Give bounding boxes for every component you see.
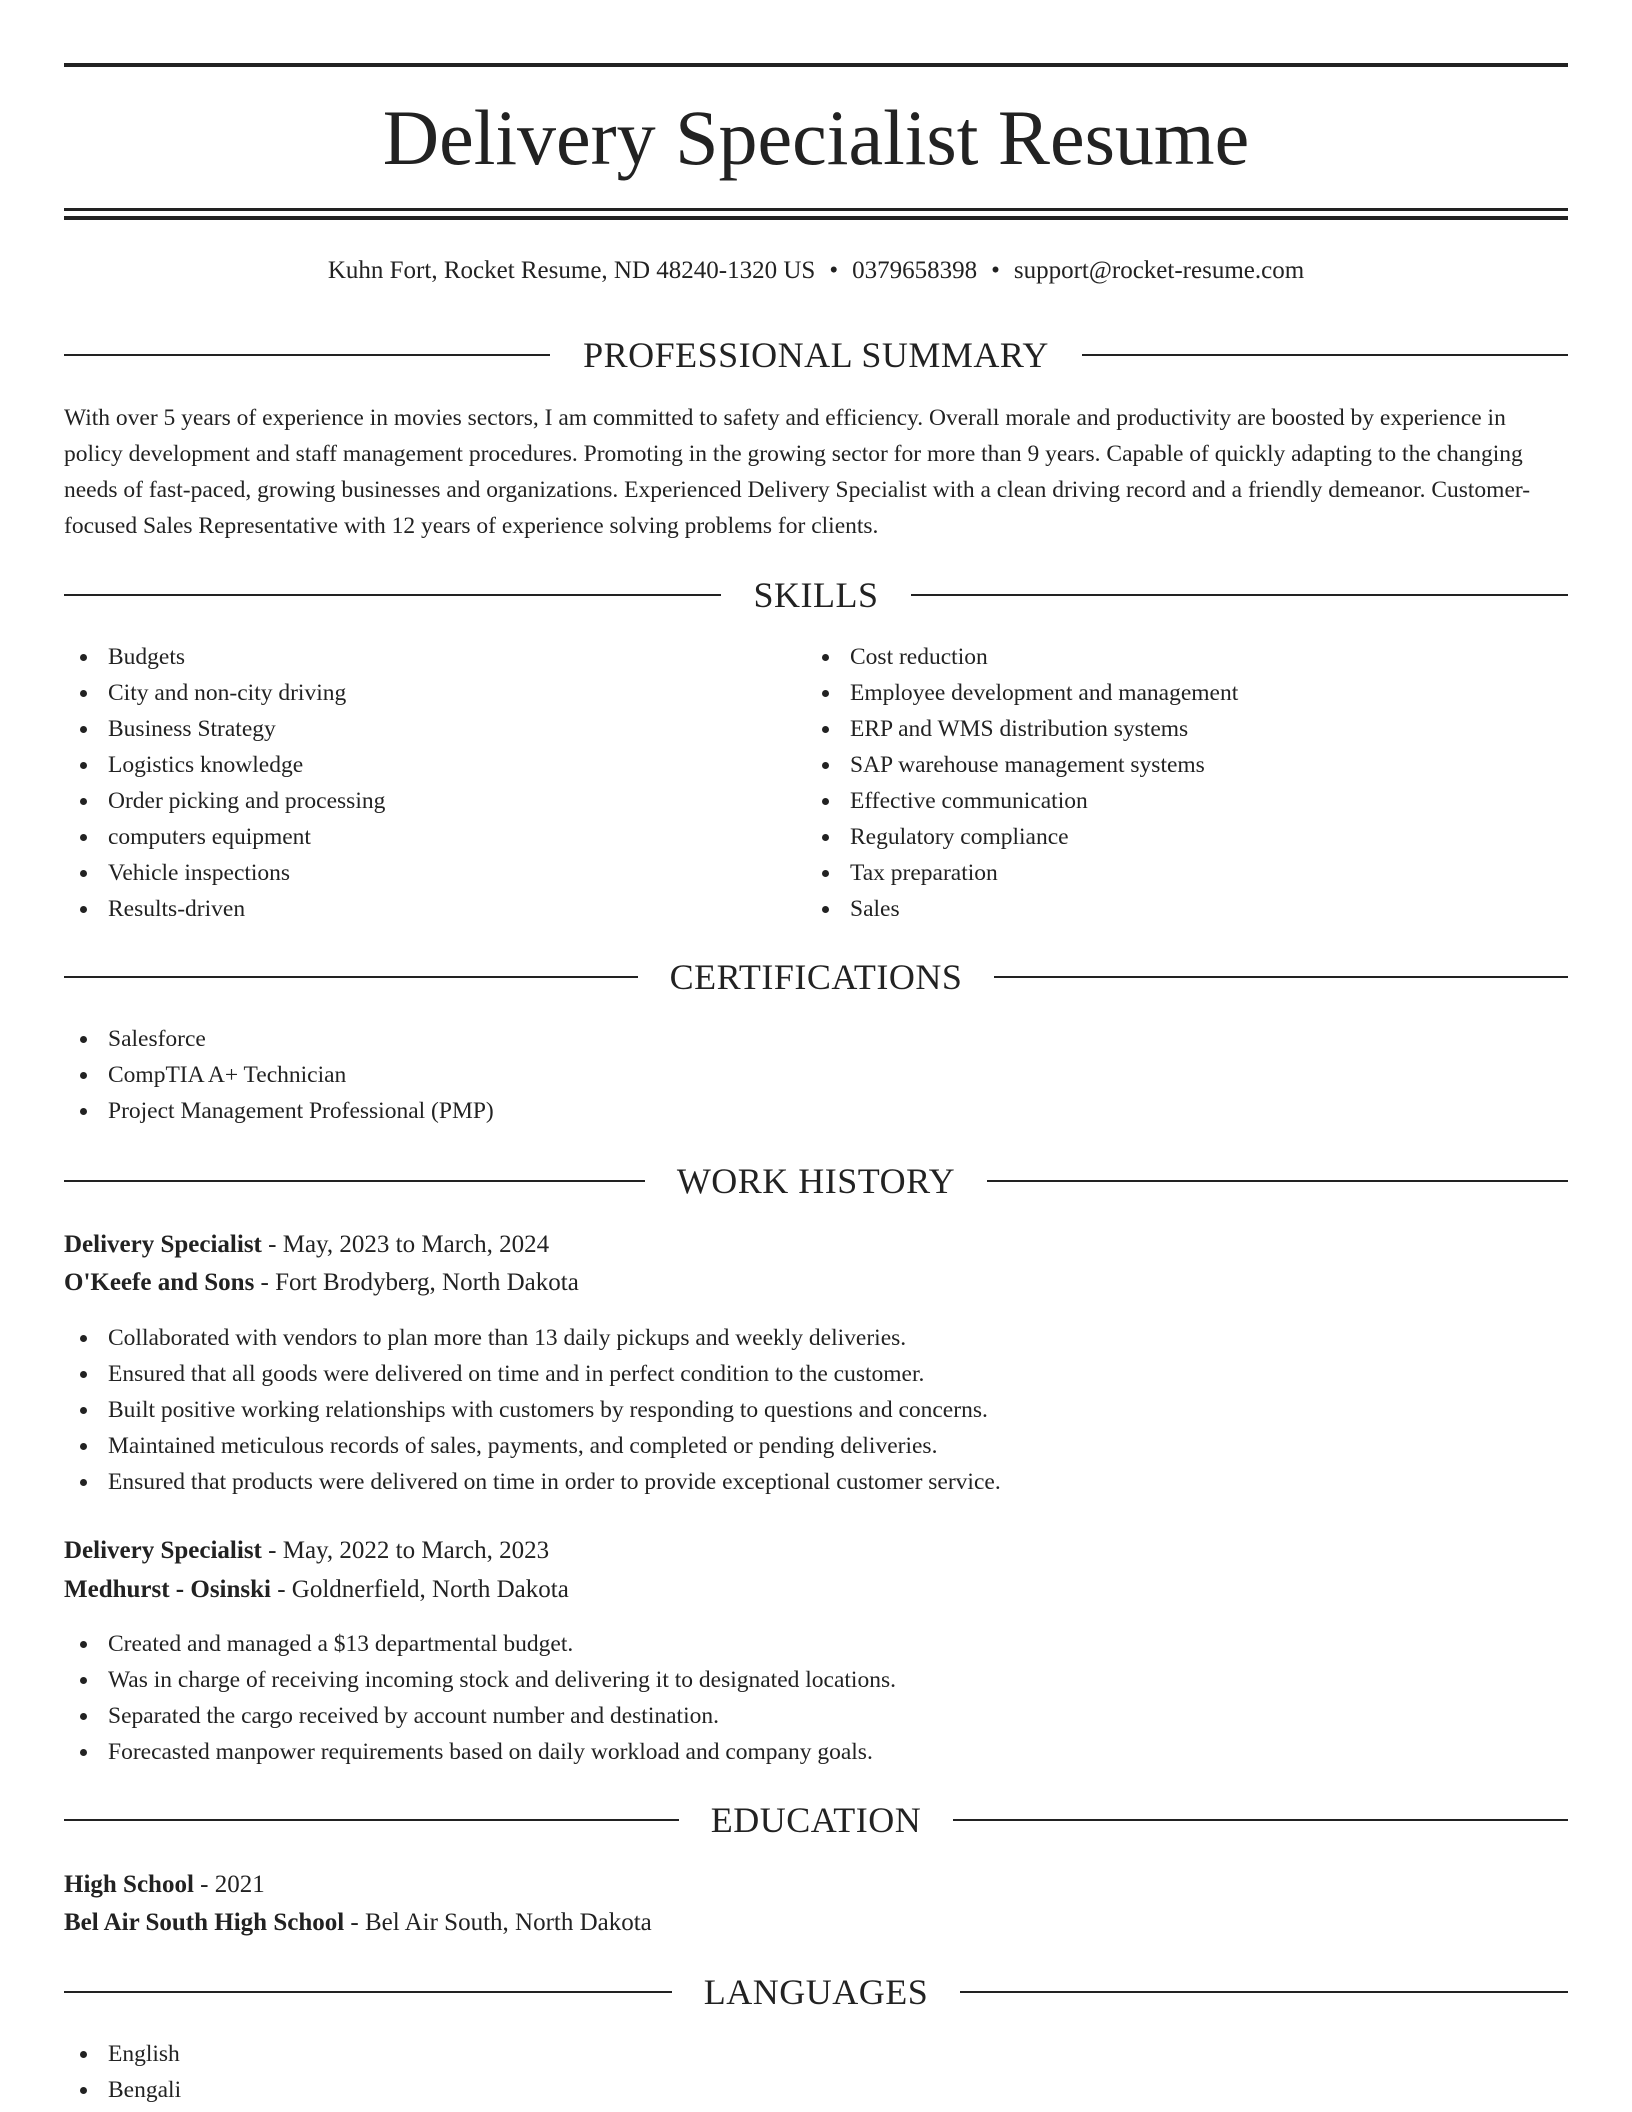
- list-item: Collaborated with vendors to plan more than 13 daily pickups and weekly deliveries.: [64, 1320, 1001, 1356]
- education-year: - 2021: [193, 1871, 265, 1898]
- list-item: Was in charge of receiving incoming stock and delivering it to designated locations.: [64, 1662, 896, 1698]
- list-item: Cost reduction: [806, 639, 1238, 675]
- section-title: LANGUAGES: [672, 1972, 961, 2012]
- list-item: Business Strategy: [64, 711, 385, 747]
- list-item: Effective communication: [806, 783, 1238, 819]
- company-location: - Goldnerfield, North Dakota: [270, 1576, 569, 1603]
- company-name: O'Keefe and Sons: [64, 1269, 255, 1296]
- job-dates: - May, 2022 to March, 2023: [261, 1537, 550, 1564]
- contact-email: support@rocket-resume.com: [1013, 257, 1305, 284]
- education-degree-line: [64, 1867, 265, 1903]
- list-item: Forecasted manpower requirements based on daily workload and company goals.: [64, 1734, 896, 1770]
- job-bullets: [64, 1626, 896, 1770]
- list-item: Employee development and management: [806, 675, 1238, 711]
- education-school-line: [64, 1905, 652, 1941]
- section-title: WORK HISTORY: [645, 1161, 987, 1201]
- list-item: Bengali: [64, 2072, 181, 2108]
- section-title: CERTIFICATIONS: [638, 957, 995, 997]
- title-double-rule: [64, 208, 1568, 220]
- list-item: Ensured that all goods were delivered on time and in perfect condition to the customer.: [64, 1356, 1001, 1392]
- school-name: Bel Air South High School: [64, 1909, 345, 1936]
- job-company-line: [64, 1265, 579, 1301]
- top-rule: [64, 63, 1568, 67]
- section-title: PROFESSIONAL SUMMARY: [551, 335, 1081, 375]
- job-title: Delivery Specialist: [64, 1231, 262, 1258]
- section-heading-education: [64, 1798, 1568, 1842]
- skills-list-right: [806, 639, 1238, 927]
- contact-line: [64, 256, 1568, 286]
- list-item: Ensured that products were delivered on time in order to provide exceptional customer service.: [64, 1464, 1001, 1500]
- contact-separator: •: [991, 257, 1000, 284]
- list-item: City and non-city driving: [64, 675, 385, 711]
- list-item: Results-driven: [64, 891, 385, 927]
- resume-page: [64, 0, 1568, 2112]
- list-item: Project Management Professional (PMP): [64, 1093, 494, 1129]
- contact-phone: 0379658398: [852, 257, 978, 284]
- contact-separator: •: [829, 257, 839, 284]
- list-item: Maintained meticulous records of sales, payments, and completed or pending deliveries.: [64, 1428, 1001, 1464]
- job-title: Delivery Specialist: [64, 1537, 262, 1564]
- list-item: SAP warehouse management systems: [806, 747, 1238, 783]
- list-item: Salesforce: [64, 1021, 494, 1057]
- section-heading-languages: [64, 1970, 1568, 2014]
- job-title-line: [64, 1533, 549, 1569]
- section-heading-work-history: [64, 1159, 1568, 1203]
- section-heading-summary: [64, 333, 1568, 377]
- job-company-line: [64, 1572, 569, 1608]
- list-item: Regulatory compliance: [806, 819, 1238, 855]
- list-item: English: [64, 2036, 181, 2072]
- education-degree: High School: [64, 1871, 194, 1898]
- resume-title: Delivery Specialist Resume: [382, 94, 1250, 181]
- summary-text: With over 5 years of experience in movies sectors, I am committed to safety and efficiency. Overall morale and productivity are boosted by experience in policy development and staff management procedures. Promoting in the growing sector for more than 9 years. Capable of quickly adapting to the changing needs of fast-paced, growing businesses and organizations. Experienced Delivery Specialist with a clean driving record and a friendly demeanor. Customer-focused Sales Representative with 12 years of experience solving problems for clients.: [64, 405, 1531, 539]
- list-item: Created and managed a $13 departmental budget.: [64, 1626, 896, 1662]
- list-item: Budgets: [64, 639, 385, 675]
- list-item: Vehicle inspections: [64, 855, 385, 891]
- section-title: EDUCATION: [679, 1800, 953, 1840]
- languages-list: [64, 2036, 181, 2108]
- section-heading-skills: [64, 573, 1568, 617]
- section-title: SKILLS: [721, 575, 910, 615]
- contact-address: Kuhn Fort, Rocket Resume, ND 48240-1320 US: [327, 257, 816, 284]
- list-item: Logistics knowledge: [64, 747, 385, 783]
- section-heading-certifications: [64, 955, 1568, 999]
- company-name: Medhurst - Osinski: [64, 1576, 271, 1603]
- list-item: Separated the cargo received by account number and destination.: [64, 1698, 896, 1734]
- school-location: - Bel Air South, North Dakota: [344, 1909, 652, 1936]
- list-item: Built positive working relationships with customers by responding to questions and concerns.: [64, 1392, 1001, 1428]
- job-bullets: [64, 1320, 1001, 1500]
- skills-list-left: [64, 639, 385, 927]
- list-item: Sales: [806, 891, 1238, 927]
- job-title-line: [64, 1227, 549, 1263]
- company-location: - Fort Brodyberg, North Dakota: [254, 1269, 579, 1296]
- certifications-list: [64, 1021, 494, 1129]
- job-dates: - May, 2023 to March, 2024: [261, 1231, 550, 1258]
- list-item: computers equipment: [64, 819, 385, 855]
- list-item: Tax preparation: [806, 855, 1238, 891]
- list-item: ERP and WMS distribution systems: [806, 711, 1238, 747]
- list-item: Order picking and processing: [64, 783, 385, 819]
- list-item: CompTIA A+ Technician: [64, 1057, 494, 1093]
